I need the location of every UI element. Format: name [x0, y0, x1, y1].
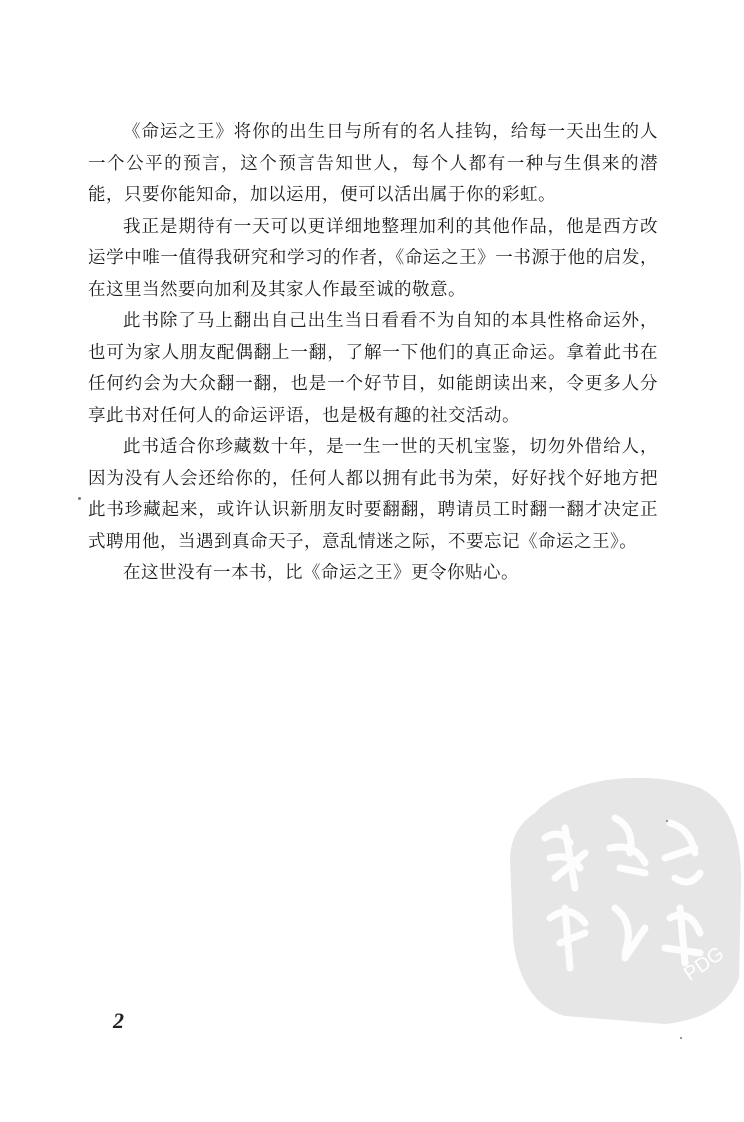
page-number: 2 — [113, 1008, 124, 1033]
paragraph-4: 此书适合你珍藏数十年，是一生一世的天机宝鉴，切勿外借给人，因为没有人会还给你的，任何人都以拥有此书为荣，好好找个好地方把此书珍藏起来，或许认识新朋友时要翻翻，聘请员工时翻一翻才决定正式聘用他，当遇到真命天子，意乱情迷之际，不要忘记《命运之王》。 — [88, 437, 658, 552]
scan-speck — [680, 1037, 682, 1039]
paragraph-1: 《命运之王》将你的出生日与所有的名人挂钩，给每一天出生的人一个公平的预言，这个预言告知世人，每个人都有一种与生俱来的潜能，只要你能知命，加以运用，便可以活出属于你的彩虹。 — [88, 122, 658, 205]
body-text — [88, 117, 658, 590]
paragraph-5: 在这世没有一本书，比《命运之王》更令你贴心。 — [123, 563, 519, 583]
seal-label: PDG — [680, 942, 729, 986]
scan-speck — [666, 820, 668, 822]
paragraph-2: 我正是期待有一天可以更详细地整理加利的其他作品，他是西方改运学中唯一值得我研究和学习的作者，《命运之王》一书源于他的启发，在这里当然要向加利及其家人作最至诚的敬意。 — [88, 216, 658, 300]
seal-watermark — [505, 758, 743, 1028]
paragraph-3: 此书除了马上翻出自己出生当日看看不为自知的本具性格命运外，也可为家人朋友配偶翻上一翻，了解一下他们的真正命运。拿着此书在任何约会为大众翻一翻，也是一个好节目，如能朗读出来，令更多人分享此书对任何人的命运评语，也是极有趣的社交活动。 — [88, 311, 658, 426]
scan-speck — [78, 497, 81, 500]
seal-shape — [510, 778, 741, 1024]
